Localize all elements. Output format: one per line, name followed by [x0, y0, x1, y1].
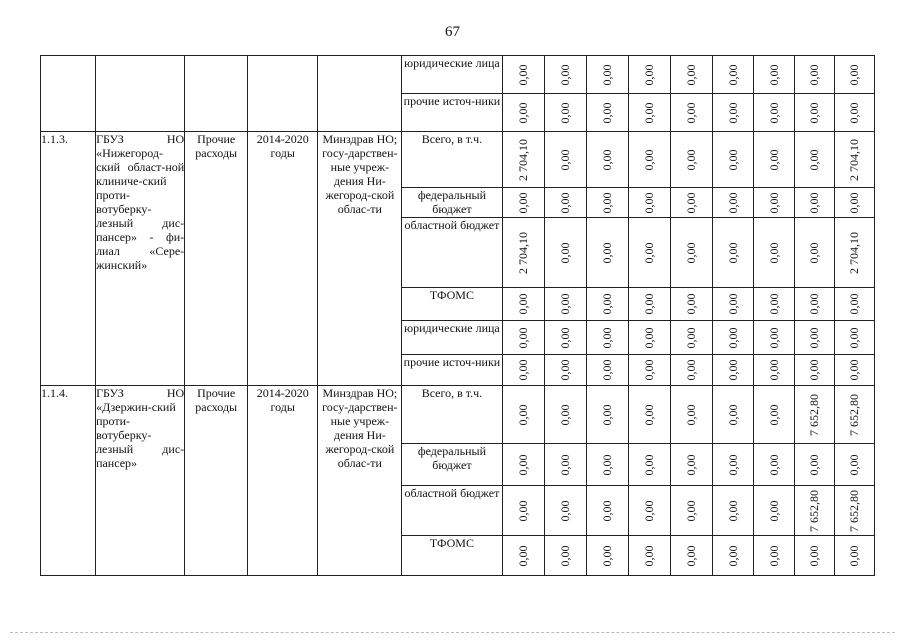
- value-text: 0,00: [847, 102, 862, 123]
- value-cell: [502, 132, 544, 188]
- value-text: 0,00: [516, 293, 531, 315]
- value-text: 0,00: [807, 192, 822, 213]
- value-text: 0,00: [516, 545, 531, 566]
- value-text: 0,00: [558, 327, 573, 348]
- value-cell: [544, 132, 586, 188]
- value-text: 0,00: [847, 454, 862, 475]
- value-cell: [502, 321, 544, 355]
- value-text: 0,00: [642, 149, 657, 170]
- value-text: 0,00: [684, 359, 699, 381]
- value-text: 0,00: [600, 192, 615, 213]
- value-cell: [544, 444, 586, 486]
- value-cell: [670, 355, 712, 386]
- value-cell: [544, 536, 586, 576]
- value-text: 0,00: [558, 404, 573, 425]
- value-cell: [628, 486, 670, 536]
- value-text: 0,00: [684, 242, 699, 263]
- value-text: 0,00: [684, 454, 699, 475]
- value-cell: [712, 218, 753, 288]
- funding-table: [40, 55, 875, 576]
- value-cell: [712, 288, 753, 321]
- value-text: 0,00: [725, 192, 740, 213]
- value-cell: [670, 288, 712, 321]
- value-text: 7 652,80: [847, 489, 862, 532]
- value-text: 0,00: [766, 359, 781, 381]
- value-text: 0,00: [600, 404, 615, 425]
- value-cell: [628, 188, 670, 218]
- value-text: 0,00: [558, 454, 573, 475]
- value-text: 0,00: [558, 359, 573, 381]
- value-cell: [794, 94, 834, 132]
- value-text: 0,00: [516, 327, 531, 348]
- value-cell: [794, 486, 834, 536]
- value-cell: [794, 386, 834, 444]
- value-cell: [502, 355, 544, 386]
- value-cell: [544, 486, 586, 536]
- value-text: 0,00: [684, 500, 699, 521]
- value-cell: [712, 486, 753, 536]
- value-text: 0,00: [766, 545, 781, 566]
- value-text: 0,00: [766, 293, 781, 315]
- value-text: 0,00: [725, 242, 740, 263]
- page-number: 67: [445, 24, 460, 40]
- value-text: 0,00: [642, 454, 657, 475]
- period-cell: [248, 56, 318, 132]
- value-text: 0,00: [725, 454, 740, 475]
- value-text: 2 704,10: [516, 138, 531, 181]
- value-cell: [586, 288, 628, 321]
- value-cell: [834, 444, 874, 486]
- value-text: 0,00: [600, 500, 615, 521]
- value-cell: [502, 536, 544, 576]
- value-cell: [670, 132, 712, 188]
- value-cell: [753, 56, 794, 94]
- value-text: 0,00: [807, 359, 822, 381]
- value-text: 0,00: [684, 149, 699, 170]
- value-cell: [712, 444, 753, 486]
- value-text: 0,00: [766, 149, 781, 170]
- value-cell: [753, 386, 794, 444]
- source-cell: юридические лица: [402, 321, 502, 355]
- table-row: [41, 132, 875, 188]
- value-text: 0,00: [684, 293, 699, 315]
- value-cell: [712, 321, 753, 355]
- value-text: 0,00: [600, 293, 615, 315]
- source-cell: областной бюджет: [402, 218, 502, 288]
- table-row: [41, 386, 875, 444]
- value-cell: [586, 444, 628, 486]
- value-cell: [834, 94, 874, 132]
- value-cell: [834, 486, 874, 536]
- value-cell: [544, 56, 586, 94]
- value-text: 0,00: [807, 327, 822, 348]
- value-text: 0,00: [642, 293, 657, 315]
- value-cell: [712, 536, 753, 576]
- value-text: 0,00: [766, 242, 781, 263]
- source-cell: ТФОМС: [402, 536, 502, 576]
- value-text: 0,00: [558, 102, 573, 123]
- value-cell: [544, 218, 586, 288]
- value-cell: [794, 56, 834, 94]
- institution-name: ГБУЗ НО «Дзержин-ский проти-вотуберку-лезный дис-пансер»: [96, 386, 185, 576]
- value-cell: [794, 132, 834, 188]
- value-cell: [753, 94, 794, 132]
- value-cell: [834, 536, 874, 576]
- value-cell: [670, 536, 712, 576]
- value-cell: [502, 56, 544, 94]
- expense-cell: [185, 56, 248, 132]
- value-text: 0,00: [516, 404, 531, 425]
- value-cell: [670, 386, 712, 444]
- value-text: 0,00: [766, 192, 781, 213]
- value-cell: [753, 188, 794, 218]
- value-cell: [794, 218, 834, 288]
- value-cell: [753, 486, 794, 536]
- value-text: 0,00: [600, 359, 615, 381]
- source-cell: прочие источ-ники: [402, 355, 502, 386]
- value-text: 0,00: [558, 192, 573, 213]
- item-number: 1.1.3.: [41, 132, 96, 386]
- value-cell: [628, 56, 670, 94]
- value-cell: [794, 288, 834, 321]
- expense-type: Прочие расходы: [185, 386, 248, 576]
- value-text: 0,00: [516, 454, 531, 475]
- value-text: 0,00: [516, 102, 531, 123]
- value-cell: [794, 188, 834, 218]
- value-text: 0,00: [766, 102, 781, 123]
- value-text: 0,00: [725, 404, 740, 425]
- value-text: 0,00: [725, 545, 740, 566]
- value-cell: [712, 386, 753, 444]
- value-text: 0,00: [558, 500, 573, 521]
- value-cell: [670, 444, 712, 486]
- value-cell: [753, 132, 794, 188]
- name-cell: [96, 56, 185, 132]
- value-text: 0,00: [684, 64, 699, 85]
- value-cell: [586, 486, 628, 536]
- value-cell: [834, 56, 874, 94]
- bottom-rule: [10, 632, 895, 633]
- value-text: 0,00: [847, 545, 862, 566]
- value-cell: [586, 218, 628, 288]
- value-text: 0,00: [684, 192, 699, 213]
- value-cell: [670, 56, 712, 94]
- value-text: 0,00: [807, 149, 822, 170]
- value-cell: [628, 288, 670, 321]
- value-cell: [628, 444, 670, 486]
- executor-cell: [318, 56, 402, 132]
- expense-type: Прочие расходы: [185, 132, 248, 386]
- value-text: 0,00: [847, 359, 862, 381]
- value-cell: [544, 321, 586, 355]
- value-text: 0,00: [516, 192, 531, 213]
- value-text: 0,00: [642, 500, 657, 521]
- value-cell: [586, 188, 628, 218]
- value-text: 2 704,10: [847, 138, 862, 181]
- executor: Минздрав НО; госу-дарствен-ные учреж-дения Ни-жегород-ской облас-ти: [318, 386, 402, 576]
- table-row: [41, 56, 875, 94]
- value-cell: [670, 486, 712, 536]
- value-cell: [712, 355, 753, 386]
- value-text: 2 704,10: [516, 231, 531, 274]
- value-cell: [628, 94, 670, 132]
- value-cell: [794, 536, 834, 576]
- value-text: 0,00: [725, 500, 740, 521]
- value-cell: [712, 56, 753, 94]
- value-text: 0,00: [642, 64, 657, 85]
- value-text: 0,00: [766, 454, 781, 475]
- source-cell: федеральный бюджет: [402, 444, 502, 486]
- value-text: 0,00: [558, 149, 573, 170]
- period: 2014-2020 годы: [248, 386, 318, 576]
- value-text: 7 652,80: [847, 393, 862, 436]
- value-cell: [628, 321, 670, 355]
- value-text: 0,00: [600, 454, 615, 475]
- value-cell: [753, 355, 794, 386]
- source-cell: областной бюджет: [402, 486, 502, 536]
- value-text: 0,00: [725, 64, 740, 85]
- value-cell: [712, 188, 753, 218]
- executor: Минздрав НО; госу-дарствен-ные учреж-дения Ни-жегород-ской облас-ти: [318, 132, 402, 386]
- value-text: 0,00: [642, 545, 657, 566]
- value-text: 0,00: [807, 242, 822, 263]
- value-cell: [834, 321, 874, 355]
- value-cell: [712, 94, 753, 132]
- value-cell: [502, 486, 544, 536]
- value-text: 0,00: [642, 102, 657, 123]
- value-text: 0,00: [600, 64, 615, 85]
- value-cell: [544, 94, 586, 132]
- value-text: 2 704,10: [847, 231, 862, 274]
- value-cell: [794, 321, 834, 355]
- value-text: 0,00: [642, 359, 657, 381]
- value-text: 0,00: [847, 293, 862, 315]
- value-text: 7 652,80: [807, 489, 822, 532]
- period: 2014-2020 годы: [248, 132, 318, 386]
- value-cell: [586, 536, 628, 576]
- value-cell: [670, 218, 712, 288]
- value-cell: [834, 132, 874, 188]
- value-cell: [628, 218, 670, 288]
- value-text: 0,00: [725, 149, 740, 170]
- value-cell: [586, 132, 628, 188]
- value-text: 0,00: [684, 327, 699, 348]
- value-cell: [586, 56, 628, 94]
- value-cell: [794, 355, 834, 386]
- value-text: 7 652,80: [807, 393, 822, 436]
- value-cell: [628, 132, 670, 188]
- value-cell: [502, 218, 544, 288]
- value-cell: [753, 218, 794, 288]
- value-cell: [670, 94, 712, 132]
- value-text: 0,00: [807, 102, 822, 123]
- value-text: 0,00: [642, 192, 657, 213]
- value-text: 0,00: [766, 404, 781, 425]
- value-cell: [502, 386, 544, 444]
- source-cell: прочие источ-ники: [402, 94, 502, 132]
- value-text: 0,00: [642, 327, 657, 348]
- value-text: 0,00: [725, 359, 740, 381]
- value-text: 0,00: [766, 500, 781, 521]
- value-cell: [586, 355, 628, 386]
- value-text: 0,00: [558, 64, 573, 85]
- value-cell: [712, 132, 753, 188]
- value-text: 0,00: [847, 192, 862, 213]
- value-cell: [834, 386, 874, 444]
- value-cell: [544, 386, 586, 444]
- value-text: 0,00: [558, 293, 573, 315]
- value-cell: [834, 355, 874, 386]
- value-cell: [628, 355, 670, 386]
- value-cell: [834, 188, 874, 218]
- source-cell: Всего, в т.ч.: [402, 386, 502, 444]
- value-text: 0,00: [725, 293, 740, 315]
- value-text: 0,00: [725, 102, 740, 123]
- institution-name: ГБУЗ НО «Нижегород-ский област-ной клиниче-ский проти-вотуберку-лезный дис-пансер» - фи-лиал «Сере-жинский»: [96, 132, 185, 386]
- value-text: 0,00: [600, 149, 615, 170]
- value-cell: [670, 321, 712, 355]
- value-text: 0,00: [642, 242, 657, 263]
- value-text: 0,00: [847, 327, 862, 348]
- value-text: 0,00: [847, 64, 862, 85]
- value-cell: [502, 288, 544, 321]
- value-text: 0,00: [516, 64, 531, 85]
- value-cell: [834, 288, 874, 321]
- value-cell: [753, 536, 794, 576]
- value-text: 0,00: [600, 327, 615, 348]
- value-cell: [670, 188, 712, 218]
- value-cell: [753, 444, 794, 486]
- value-text: 0,00: [766, 327, 781, 348]
- value-text: 0,00: [558, 545, 573, 566]
- source-cell: юридические лица: [402, 56, 502, 94]
- table-body: [41, 56, 875, 576]
- value-cell: [502, 94, 544, 132]
- value-text: 0,00: [642, 404, 657, 425]
- value-cell: [502, 188, 544, 218]
- value-cell: [544, 188, 586, 218]
- value-text: 0,00: [766, 64, 781, 85]
- value-cell: [544, 288, 586, 321]
- value-cell: [586, 94, 628, 132]
- num-cell: [41, 56, 96, 132]
- value-cell: [502, 444, 544, 486]
- value-text: 0,00: [600, 102, 615, 123]
- value-cell: [753, 321, 794, 355]
- value-cell: [794, 444, 834, 486]
- value-text: 0,00: [516, 500, 531, 521]
- value-text: 0,00: [684, 102, 699, 123]
- value-cell: [586, 386, 628, 444]
- source-cell: Всего, в т.ч.: [402, 132, 502, 188]
- value-text: 0,00: [807, 545, 822, 566]
- value-text: 0,00: [807, 64, 822, 85]
- value-text: 0,00: [807, 454, 822, 475]
- value-text: 0,00: [600, 545, 615, 566]
- value-cell: [628, 386, 670, 444]
- value-text: 0,00: [684, 545, 699, 566]
- item-number: 1.1.4.: [41, 386, 96, 576]
- value-cell: [834, 218, 874, 288]
- value-text: 0,00: [558, 242, 573, 263]
- value-cell: [628, 536, 670, 576]
- value-cell: [586, 321, 628, 355]
- value-cell: [753, 288, 794, 321]
- value-cell: [544, 355, 586, 386]
- value-text: 0,00: [600, 242, 615, 263]
- source-cell: ТФОМС: [402, 288, 502, 321]
- value-text: 0,00: [684, 404, 699, 425]
- value-text: 0,00: [725, 327, 740, 348]
- value-text: 0,00: [807, 293, 822, 315]
- value-text: 0,00: [516, 359, 531, 381]
- source-cell: федеральный бюджет: [402, 188, 502, 218]
